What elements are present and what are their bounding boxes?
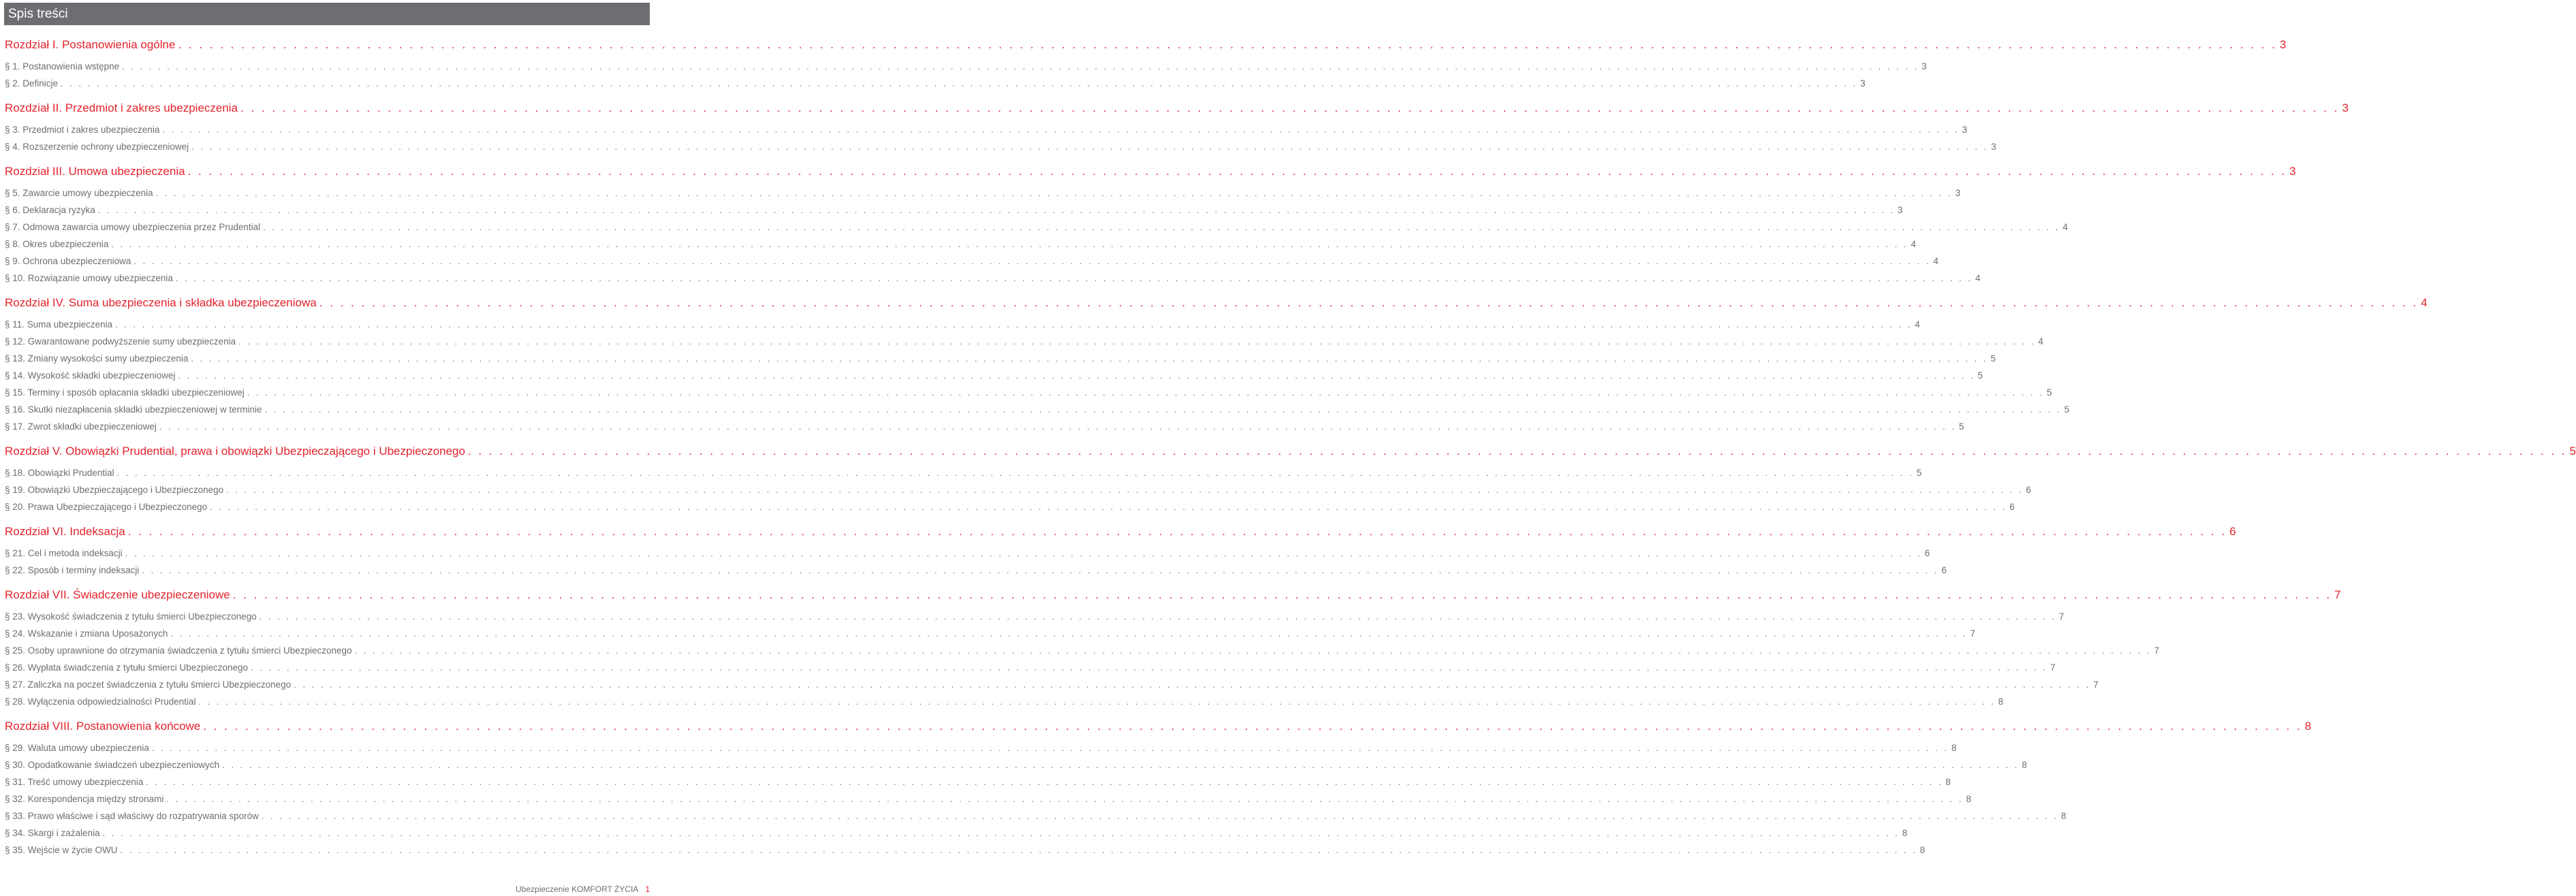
toc-section-entry[interactable] [5,256,1939,266]
toc-section-entry[interactable] [5,188,1961,198]
dot-leader: . . . . . . . . . . . . . . . . . . . . . . . . . . . . . . . . . . . . . . . . . . . . . . . . . . . . . . . . . . . . . . . . . . . . . . . . . . . . . . . . . . . . . . . . . . . . . . . . . . . . . . . . . . . . . . . . . . . . . . . . . . . . . . . . . . . . . . . . . . . . . . . . . . . . . . . . . . . . . . . . . . . . . . . . . . . . . . . . . . . . . . . . . . . . . . . . . . . . . . . . [122,61,1919,71]
toc-entry-page: 6 [2009,502,2015,512]
toc-entry-label: § 18. Obowiązki Prudential [5,468,114,478]
toc-entry-page: 5 [2064,404,2070,415]
toc-section-entry[interactable] [5,78,1866,89]
toc-entry-page: 5 [1959,421,1964,432]
toc-entry-label: Rozdział V. Obowiązki Prudential, prawa i obowiązki Ubezpieczającego i Ubezpieczonego [5,445,465,458]
toc-entry-page: 6 [1924,548,1930,558]
toc-entry-label: Rozdział I. Postanowienia ogólne [5,38,176,51]
toc-section-entry[interactable] [5,828,1908,838]
dot-leader: . . . . . . . . . . . . . . . . . . . . . . . . . . . . . . . . . . . . . . . . . . . . . . . . . . . . . . . . . . . . . . . . . . . . . . . . . . . . . . . . . . . . . . . . . . . . . . . . . . . . . . . . . . . . . . . . . . . . . . . . . . . . . . . . . . . . . . . . . . . . . . . . . . . . . . . . . . . . . . . . . . . . . . . . . . . . . . . . . . . . . . . . . . . . . . . . . . . . . . . . [187,165,2287,178]
toc-entry-label: Rozdział VIII. Postanowienia końcowe [5,720,201,733]
toc-entry-label: § 23. Wysokość świadczenia z tytułu śmierci Ubezpieczonego [5,611,257,622]
toc-section-entry[interactable] [5,370,1983,381]
toc-entry-page: 5 [2046,387,2052,398]
page-footer [516,884,650,894]
toc-entry-page: 8 [1919,845,1926,855]
dot-leader: . . . . . . . . . . . . . . . . . . . . . . . . . . . . . . . . . . . . . . . . . . . . . . . . . . . . . . . . . . . . . . . . . . . . . . . . . . . . . . . . . . . . . . . . . . . . . . . . . . . . . . . . . . . . . . . . . . . . . . . . . . . . . . . . . . . . . . . . . . . . . . . . . . . . . . . . . . . . . . . . . . . . . . . . . . . . . . . . . . . . . . . . . . . . . . . . . . . . . . . . [263,222,2060,232]
toc-section-entry[interactable] [5,662,2056,673]
toc-section-entry[interactable] [5,845,1926,855]
toc-chapter-entry[interactable] [5,588,2341,602]
toc-entry-label: § 14. Wysokość składki ubezpieczeniowej [5,370,176,381]
toc-chapter-entry[interactable] [5,720,2312,733]
toc-entry-page: 8 [1998,697,2004,707]
toc-entry-label: Rozdział VII. Świadczenie ubezpieczeniowe [5,588,230,601]
toc-section-entry[interactable] [5,61,1927,71]
dot-leader: . . . . . . . . . . . . . . . . . . . . . . . . . . . . . . . . . . . . . . . . . . . . . . . . . . . . . . . . . . . . . . . . . . . . . . . . . . . . . . . . . . . . . . . . . . . . . . . . . . . . . . . . . . . . . . . . . . . . . . . . . . . . . . . . . . . . . . . . . . . . . . . . . . . . . . . . . . . . . . . . . . . . . . . . . . . . . . . . . . . . . . . . . . . . . . . . . . . . . . . . [198,697,1996,707]
dot-leader: . . . . . . . . . . . . . . . . . . . . . . . . . . . . . . . . . . . . . . . . . . . . . . . . . . . . . . . . . . . . . . . . . . . . . . . . . . . . . . . . . . . . . . . . . . . . . . . . . . . . . . . . . . . . . . . . . . . . . . . . . . . . . . . . . . . . . . . . . . . . . . . . . . . . . . . . . . . . . . . . . . . . . . . . . . . . . . . . . . . . . . . . . . . . . . . . . . . . . . . . [251,662,2048,673]
toc-entry-page: 6 [2229,525,2236,538]
toc-entry-label: § 1. Postanowienia wstępne [5,61,120,71]
toc-entry-page: 5 [2569,445,2576,458]
dot-leader: . . . . . . . . . . . . . . . . . . . . . . . . . . . . . . . . . . . . . . . . . . . . . . . . . . . . . . . . . . . . . . . . . . . . . . . . . . . . . . . . . . . . . . . . . . . . . . . . . . . . . . . . . . . . . . . . . . . . . . . . . . . . . . . . . . . . . . . . . . . . . . . . . . . . . . . . . . . . . . . . . . . . . . . . . . . . . . . . . . . . . . . . . . . . . . . . . . . . . . . . [222,760,2020,770]
toc-entry-page: 3 [1955,188,1961,198]
dot-leader: . . . . . . . . . . . . . . . . . . . . . . . . . . . . . . . . . . . . . . . . . . . . . . . . . . . . . . . . . . . . . . . . . . . . . . . . . . . . . . . . . . . . . . . . . . . . . . . . . . . . . . . . . . . . . . . . . . . . . . . . . . . . . . . . . . . . . . . . . . . . . . . . . . . . . . . . . . . . . . . . . . . . . . . . . . . . . . . . . . . . . . . . . . . . . . . . . . . . . . . . [111,239,1909,249]
toc-entry-page: 8 [1902,828,1908,838]
toc-entry-page: 4 [1975,273,1981,283]
dot-leader: . . . . . . . . . . . . . . . . . . . . . . . . . . . . . . . . . . . . . . . . . . . . . . . . . . . . . . . . . . . . . . . . . . . . . . . . . . . . . . . . . . . . . . . . . . . . . . . . . . . . . . . . . . . . . . . . . . . . . . . . . . . . . . . . . . . . . . . . . . . . . . . . . . . . . . . . . . . . . . . . . . . . . . . . . . . . . . . . . . . . . . . . . . . . . . . . . . . . . . . . [178,370,1975,381]
toc-section-entry[interactable] [5,125,1968,135]
toc-entry-page: 4 [1911,239,1916,249]
footer-title: Ubezpieczenie KOMFORT ŻYCIA [516,884,639,894]
toc-section-entry[interactable] [5,319,1920,330]
toc-entry-label: § 33. Prawo właściwe i sąd właściwy do rozpatrywania sporów [5,811,259,821]
toc-section-entry[interactable] [5,679,2099,690]
toc-entry-label: § 15. Terminy i sposób opłacania składki ubezpieczeniowej [5,387,245,398]
dot-leader: . . . . . . . . . . . . . . . . . . . . . . . . . . . . . . . . . . . . . . . . . . . . . . . . . . . . . . . . . . . . . . . . . . . . . . . . . . . . . . . . . . . . . . . . . . . . . . . . . . . . . . . . . . . . . . . . . . . . . . . . . . . . . . . . . . . . . . . . . . . . . . . . . . . . . . . . . . . . . . . . . . . . . . . . . . . . . . . . . . . . . . . . . . . . . . . . . . . . . . . . [319,296,2419,309]
toc-entry-page: 5 [1916,468,1922,478]
toc-section-entry[interactable] [5,142,1996,152]
toc-entry-label: Rozdział II. Przedmiot i zakres ubezpieczenia [5,101,238,114]
toc-entry-label: Rozdział III. Umowa ubezpieczenia [5,165,185,178]
toc-entry-label: § 13. Zmiany wysokości sumy ubezpieczenia [5,353,189,364]
dot-leader: . . . . . . . . . . . . . . . . . . . . . . . . . . . . . . . . . . . . . . . . . . . . . . . . . . . . . . . . . . . . . . . . . . . . . . . . . . . . . . . . . . . . . . . . . . . . . . . . . . . . . . . . . . . . . . . . . . . . . . . . . . . . . . . . . . . . . . . . . . . . . . . . . . . . . . . . . . . . . . . . . . . . . . . . . . . . . . . . . . . . . . . . . . . . . . . . . . . . . . . . [264,404,2062,415]
toc-entry-label: § 24. Wskazanie i zmiana Uposażonych [5,628,168,639]
dot-leader: . . . . . . . . . . . . . . . . . . . . . . . . . . . . . . . . . . . . . . . . . . . . . . . . . . . . . . . . . . . . . . . . . . . . . . . . . . . . . . . . . . . . . . . . . . . . . . . . . . . . . . . . . . . . . . . . . . . . . . . . . . . . . . . . . . . . . . . . . . . . . . . . . . . . . . . . . . . . . . . . . . . . . . . . . . . . . . . . . . . . . . . . . . . . . . . . . . . . . . . . [261,811,2059,821]
toc-entry-page: 7 [2058,611,2064,622]
toc-section-entry[interactable] [5,205,1903,215]
toc-entry-page: 4 [1915,319,1920,330]
dot-leader: . . . . . . . . . . . . . . . . . . . . . . . . . . . . . . . . . . . . . . . . . . . . . . . . . . . . . . . . . . . . . . . . . . . . . . . . . . . . . . . . . . . . . . . . . . . . . . . . . . . . . . . . . . . . . . . . . . . . . . . . . . . . . . . . . . . . . . . . . . . . . . . . . . . . . . . . . . . . . . . . . . . . . . . . . . . . . . . . . . . . . . . . . . . . . . . . . . . . . . . . [116,468,1914,478]
toc-entry-label: § 8. Okres ubezpieczenia [5,239,109,249]
toc-entry-page: 7 [2154,645,2160,656]
toc-entry-label: § 25. Osoby uprawnione do otrzymania świadczenia z tytułu śmierci Ubezpieczonego [5,645,352,656]
toc-section-entry[interactable] [5,468,1922,478]
toc-entry-label: § 19. Obowiązki Ubezpieczającego i Ubezpieczonego [5,485,224,495]
toc-entry-label: § 35. Wejście w życie OWU [5,845,118,855]
toc-entry-label: § 34. Skargi i zażalenia [5,828,100,838]
toc-entry-page: 3 [2289,165,2296,178]
toc-entry-label: § 12. Gwarantowane podwyższenie sumy ubezpieczenia [5,336,236,347]
toc-entry-page: 8 [1945,777,1951,787]
toc-chapter-entry[interactable] [5,525,2236,539]
dot-leader: . . . . . . . . . . . . . . . . . . . . . . . . . . . . . . . . . . . . . . . . . . . . . . . . . . . . . . . . . . . . . . . . . . . . . . . . . . . . . . . . . . . . . . . . . . . . . . . . . . . . . . . . . . . . . . . . . . . . . . . . . . . . . . . . . . . . . . . . . . . . . . . . . . . . . . . . . . . . . . . . . . . . . . . . . . . . . . . . . . . . . . . . . . . . . . . . . . . . . . . . [232,588,2332,601]
dot-leader: . . . . . . . . . . . . . . . . . . . . . . . . . . . . . . . . . . . . . . . . . . . . . . . . . . . . . . . . . . . . . . . . . . . . . . . . . . . . . . . . . . . . . . . . . . . . . . . . . . . . . . . . . . . . . . . . . . . . . . . . . . . . . . . . . . . . . . . . . . . . . . . . . . . . . . . . . . . . . . . . . . . . . . . . . . . . . . . . . . . . . . . . . . . . . . . . . . . . . . . . [259,611,2056,622]
toc-section-entry[interactable] [5,697,2004,707]
toc-entry-page: 7 [2050,662,2056,673]
toc-entry-label: § 29. Waluta umowy ubezpieczenia [5,743,149,753]
toc-section-entry[interactable] [5,743,1957,753]
dot-leader: . . . . . . . . . . . . . . . . . . . . . . . . . . . . . . . . . . . . . . . . . . . . . . . . . . . . . . . . . . . . . . . . . . . . . . . . . . . . . . . . . . . . . . . . . . . . . . . . . . . . . . . . . . . . . . . . . . . . . . . . . . . . . . . . . . . . . . . . . . . . . . . . . . . . . . . . . . . . . . . . . . . . . . . . . . . . . . . . . . . . . . . . . . . . . . . . . . . . . . . . [159,421,1956,432]
toc-entry-label: § 7. Odmowa zawarcia umowy ubezpieczenia przez Prudential [5,222,261,232]
toc-section-entry[interactable] [5,387,2052,398]
dot-leader: . . . . . . . . . . . . . . . . . . . . . . . . . . . . . . . . . . . . . . . . . . . . . . . . . . . . . . . . . . . . . . . . . . . . . . . . . . . . . . . . . . . . . . . . . . . . . . . . . . . . . . . . . . . . . . . . . . . . . . . . . . . . . . . . . . . . . . . . . . . . . . . . . . . . . . . . . . . . . . . . . . . . . . . . . . . . . . . . . . . . . . . . . . . . . . . . . . . . . . . . [115,319,1913,330]
toc-section-entry[interactable] [5,336,2043,347]
toc-entry-page: 4 [2062,222,2068,232]
toc-entry-label: § 28. Wyłączenia odpowiedzialności Prudential [5,697,196,707]
toc-entry-label: Rozdział VI. Indeksacja [5,525,125,538]
toc-entry-page: 8 [1966,794,1972,804]
dot-leader: . . . . . . . . . . . . . . . . . . . . . . . . . . . . . . . . . . . . . . . . . . . . . . . . . . . . . . . . . . . . . . . . . . . . . . . . . . . . . . . . . . . . . . . . . . . . . . . . . . . . . . . . . . . . . . . . . . . . . . . . . . . . . . . . . . . . . . . . . . . . . . . . . . . . . . . . . . . . . . . . . . . . . . . . . . . . . . . . . . . . . . . . . . . . . . . . . . . . . . . . [238,336,2036,347]
toc-entry-page: 8 [2061,811,2067,821]
toc-entry-label: § 27. Zaliczka na poczet świadczenia z tytułu śmierci Ubezpieczonego [5,679,292,690]
toc-section-entry[interactable] [5,239,1916,249]
toc-chapter-entry[interactable] [5,445,2576,458]
toc-entry-page: 4 [1933,256,1939,266]
toc-section-entry[interactable] [5,811,2067,821]
dot-leader: . . . . . . . . . . . . . . . . . . . . . . . . . . . . . . . . . . . . . . . . . . . . . . . . . . . . . . . . . . . . . . . . . . . . . . . . . . . . . . . . . . . . . . . . . . . . . . . . . . . . . . . . . . . . . . . . . . . . . . . . . . . . . . . . . . . . . . . . . . . . . . . . . . . . . . . . . . . . . . . . . . . . . . . . . . . . . . . . . . . . . . . . . . . . . . . . . . . . . . . . [191,353,1988,364]
toc-section-entry[interactable] [5,611,2064,622]
dot-leader: . . . . . . . . . . . . . . . . . . . . . . . . . . . . . . . . . . . . . . . . . . . . . . . . . . . . . . . . . . . . . . . . . . . . . . . . . . . . . . . . . . . . . . . . . . . . . . . . . . . . . . . . . . . . . . . . . . . . . . . . . . . . . . . . . . . . . . . . . . . . . . . . . . . . . . . . . . . . . . . . . . . . . . . . . . . . . . . . . . . . . . . . . . . . . . . . . . . . . . . . [127,525,2227,538]
dot-leader: . . . . . . . . . . . . . . . . . . . . . . . . . . . . . . . . . . . . . . . . . . . . . . . . . . . . . . . . . . . . . . . . . . . . . . . . . . . . . . . . . . . . . . . . . . . . . . . . . . . . . . . . . . . . . . . . . . . . . . . . . . . . . . . . . . . . . . . . . . . . . . . . . . . . . . . . . . . . . . . . . . . . . . . . . . . . . . . . . . . . . . . . . . . . . . . . . . . . . . . . [151,743,1949,753]
toc-entry-label: § 31. Treść umowy ubezpieczenia [5,777,144,787]
dot-leader: . . . . . . . . . . . . . . . . . . . . . . . . . . . . . . . . . . . . . . . . . . . . . . . . . . . . . . . . . . . . . . . . . . . . . . . . . . . . . . . . . . . . . . . . . . . . . . . . . . . . . . . . . . . . . . . . . . . . . . . . . . . . . . . . . . . . . . . . . . . . . . . . . . . . . . . . . . . . . . . . . . . . . . . . . . . . . . . . . . . . . . . . . . . . . . . . . . . . . . . . [294,679,2091,690]
dot-leader: . . . . . . . . . . . . . . . . . . . . . . . . . . . . . . . . . . . . . . . . . . . . . . . . . . . . . . . . . . . . . . . . . . . . . . . . . . . . . . . . . . . . . . . . . . . . . . . . . . . . . . . . . . . . . . . . . . . . . . . . . . . . . . . . . . . . . . . . . . . . . . . . . . . . . . . . . . . . . . . . . . . . . . . . . . . . . . . . . . . . . . . . . . . . . . . . . . . . . . . . [162,125,1960,135]
toc-chapter-entry[interactable] [5,165,2296,178]
toc-entry-label: § 11. Suma ubezpieczenia [5,319,113,330]
toc-entry-label: § 30. Opodatkowanie świadczeń ubezpieczeniowych [5,760,220,770]
toc-entry-label: § 26. Wypłata świadczenia z tytułu śmierci Ubezpieczonego [5,662,249,673]
toc-section-entry[interactable] [5,760,2027,770]
toc-section-entry[interactable] [5,565,1947,575]
dot-leader: . . . . . . . . . . . . . . . . . . . . . . . . . . . . . . . . . . . . . . . . . . . . . . . . . . . . . . . . . . . . . . . . . . . . . . . . . . . . . . . . . . . . . . . . . . . . . . . . . . . . . . . . . . . . . . . . . . . . . . . . . . . . . . . . . . . . . . . . . . . . . . . . . . . . . . . . . . . . . . . . . . . . . . . . . . . . . . . . . . . . . . . . . . . . . . . . . . . . . . . . [178,38,2277,51]
toc-entry-page: 8 [2022,760,2027,770]
dot-leader: . . . . . . . . . . . . . . . . . . . . . . . . . . . . . . . . . . . . . . . . . . . . . . . . . . . . . . . . . . . . . . . . . . . . . . . . . . . . . . . . . . . . . . . . . . . . . . . . . . . . . . . . . . . . . . . . . . . . . . . . . . . . . . . . . . . . . . . . . . . . . . . . . . . . . . . . . . . . . . . . . . . . . . . . . . . . . . . . . . . . . . . . . . . . . . . . . . . . . . . . [146,777,1943,787]
toc-entry-page: 8 [2304,720,2312,733]
toc-chapter-entry[interactable] [5,101,2349,115]
toc-entry-page: 7 [1970,628,1976,639]
toc-entry-page: 3 [1921,61,1927,71]
dot-leader: . . . . . . . . . . . . . . . . . . . . . . . . . . . . . . . . . . . . . . . . . . . . . . . . . . . . . . . . . . . . . . . . . . . . . . . . . . . . . . . . . . . . . . . . . . . . . . . . . . . . . . . . . . . . . . . . . . . . . . . . . . . . . . . . . . . . . . . . . . . . . . . . . . . . . . . . . . . . . . . . . . . . . . . . . . . . . . . . . . . . . . . . . . . . . . . . . . . . . . . . [61,78,1858,89]
toc-section-entry[interactable] [5,273,1981,283]
toc-chapter-entry[interactable] [5,38,2287,52]
toc-section-entry[interactable] [5,645,2160,656]
toc-entry-label: § 3. Przedmiot i zakres ubezpieczenia [5,125,160,135]
toc-entry-page: 7 [2334,588,2341,601]
dot-leader: . . . . . . . . . . . . . . . . . . . . . . . . . . . . . . . . . . . . . . . . . . . . . . . . . . . . . . . . . . . . . . . . . . . . . . . . . . . . . . . . . . . . . . . . . . . . . . . . . . . . . . . . . . . . . . . . . . . . . . . . . . . . . . . . . . . . . . . . . . . . . . . . . . . . . . . . . . . . . . . . . . . . . . . . . . . . . . . . . . . . . . . . . . . . . . . . . . . . . . . . [166,794,1964,804]
dot-leader: . . . . . . . . . . . . . . . . . . . . . . . . . . . . . . . . . . . . . . . . . . . . . . . . . . . . . . . . . . . . . . . . . . . . . . . . . . . . . . . . . . . . . . . . . . . . . . . . . . . . . . . . . . . . . . . . . . . . . . . . . . . . . . . . . . . . . . . . . . . . . . . . . . . . . . . . . . . . . . . . . . . . . . . . . . . . . . . . . . . . . . . . . . . . . . . . . . . . . . . . [247,387,2044,398]
toc-section-entry[interactable] [5,502,2015,512]
dot-leader: . . . . . . . . . . . . . . . . . . . . . . . . . . . . . . . . . . . . . . . . . . . . . . . . . . . . . . . . . . . . . . . . . . . . . . . . . . . . . . . . . . . . . . . . . . . . . . . . . . . . . . . . . . . . . . . . . . . . . . . . . . . . . . . . . . . . . . . . . . . . . . . . . . . . . . . . . . . . . . . . . . . . . . . . . . . . . . . . . . . . . . . . . . . . . . . . . . . . . . . . [175,273,1973,283]
toc-section-entry[interactable] [5,485,2031,495]
toc-entry-label: § 20. Prawa Ubezpieczającego i Ubezpieczonego [5,502,208,512]
toc-section-entry[interactable] [5,777,1951,787]
dot-leader: . . . . . . . . . . . . . . . . . . . . . . . . . . . . . . . . . . . . . . . . . . . . . . . . . . . . . . . . . . . . . . . . . . . . . . . . . . . . . . . . . . . . . . . . . . . . . . . . . . . . . . . . . . . . . . . . . . . . . . . . . . . . . . . . . . . . . . . . . . . . . . . . . . . . . . . . . . . . . . . . . . . . . . . . . . . . . . . . . . . . . . . . . . . . . . . . . . . . . . . . [97,205,1895,215]
dot-leader: . . . . . . . . . . . . . . . . . . . . . . . . . . . . . . . . . . . . . . . . . . . . . . . . . . . . . . . . . . . . . . . . . . . . . . . . . . . . . . . . . . . . . . . . . . . . . . . . . . . . . . . . . . . . . . . . . . . . . . . . . . . . . . . . . . . . . . . . . . . . . . . . . . . . . . . . . . . . . . . . . . . . . . . . . . . . . . . . . . . . . . . . . . . . . . . . . . . . . . . . [240,101,2340,114]
toc-entry-label: § 22. Sposób i terminy indeksacji [5,565,140,575]
toc-section-entry[interactable] [5,222,2068,232]
toc-entry-page: 3 [2279,38,2287,51]
toc-chapter-entry[interactable] [5,296,2428,310]
dot-leader: . . . . . . . . . . . . . . . . . . . . . . . . . . . . . . . . . . . . . . . . . . . . . . . . . . . . . . . . . . . . . . . . . . . . . . . . . . . . . . . . . . . . . . . . . . . . . . . . . . . . . . . . . . . . . . . . . . . . . . . . . . . . . . . . . . . . . . . . . . . . . . . . . . . . . . . . . . . . . . . . . . . . . . . . . . . . . . . . . . . . . . . . . . . . . . . . . . . . . . . . [354,645,2152,656]
toc-entry-page: 3 [1991,142,1996,152]
dot-leader: . . . . . . . . . . . . . . . . . . . . . . . . . . . . . . . . . . . . . . . . . . . . . . . . . . . . . . . . . . . . . . . . . . . . . . . . . . . . . . . . . . . . . . . . . . . . . . . . . . . . . . . . . . . . . . . . . . . . . . . . . . . . . . . . . . . . . . . . . . . . . . . . . . . . . . . . . . . . . . . . . . . . . . . . . . . . . . . . . . . . . . . . . . . . . . . . . . . . . . . . [155,188,1953,198]
dot-leader: . . . . . . . . . . . . . . . . . . . . . . . . . . . . . . . . . . . . . . . . . . . . . . . . . . . . . . . . . . . . . . . . . . . . . . . . . . . . . . . . . . . . . . . . . . . . . . . . . . . . . . . . . . . . . . . . . . . . . . . . . . . . . . . . . . . . . . . . . . . . . . . . . . . . . . . . . . . . . . . . . . . . . . . . . . . . . . . . . . . . . . . . . . . . . . . . . . . . . . . . [467,445,2567,458]
toc-entry-page: 3 [2342,101,2349,114]
toc-entry-page: 3 [1897,205,1903,215]
dot-leader: . . . . . . . . . . . . . . . . . . . . . . . . . . . . . . . . . . . . . . . . . . . . . . . . . . . . . . . . . . . . . . . . . . . . . . . . . . . . . . . . . . . . . . . . . . . . . . . . . . . . . . . . . . . . . . . . . . . . . . . . . . . . . . . . . . . . . . . . . . . . . . . . . . . . . . . . . . . . . . . . . . . . . . . . . . . . . . . . . . . . . . . . . . . . . . . . . . . . . . . . [133,256,1931,266]
toc-entry-label: § 10. Rozwiązanie umowy ubezpieczenia [5,273,173,283]
toc-section-entry[interactable] [5,548,1930,558]
toc-section-entry[interactable] [5,421,1964,432]
dot-leader: . . . . . . . . . . . . . . . . . . . . . . . . . . . . . . . . . . . . . . . . . . . . . . . . . . . . . . . . . . . . . . . . . . . . . . . . . . . . . . . . . . . . . . . . . . . . . . . . . . . . . . . . . . . . . . . . . . . . . . . . . . . . . . . . . . . . . . . . . . . . . . . . . . . . . . . . . . . . . . . . . . . . . . . . . . . . . . . . . . . . . . . . . . . . . . . . . . . . . . . . [120,845,1917,855]
toc-entry-label: § 17. Zwrot składki ubezpieczeniowej [5,421,157,432]
toc-entry-label: § 9. Ochrona ubezpieczeniowa [5,256,131,266]
toc-entry-page: 5 [1990,353,1996,364]
toc-section-entry[interactable] [5,404,2070,415]
dot-leader: . . . . . . . . . . . . . . . . . . . . . . . . . . . . . . . . . . . . . . . . . . . . . . . . . . . . . . . . . . . . . . . . . . . . . . . . . . . . . . . . . . . . . . . . . . . . . . . . . . . . . . . . . . . . . . . . . . . . . . . . . . . . . . . . . . . . . . . . . . . . . . . . . . . . . . . . . . . . . . . . . . . . . . . . . . . . . . . . . . . . . . . . . . . . . . . . . . . . . . . . [191,142,1989,152]
toc-entry-page: 4 [2421,296,2428,309]
dot-leader: . . . . . . . . . . . . . . . . . . . . . . . . . . . . . . . . . . . . . . . . . . . . . . . . . . . . . . . . . . . . . . . . . . . . . . . . . . . . . . . . . . . . . . . . . . . . . . . . . . . . . . . . . . . . . . . . . . . . . . . . . . . . . . . . . . . . . . . . . . . . . . . . . . . . . . . . . . . . . . . . . . . . . . . . . . . . . . . . . . . . . . . . . . . . . . . . . . . . . . . . [226,485,2024,495]
toc-entry-label: § 6. Deklaracja ryzyka [5,205,95,215]
toc-section-entry[interactable] [5,353,1996,364]
toc-section-entry[interactable] [5,794,1972,804]
page-title: Spis treści [4,3,650,25]
toc-entry-page: 5 [1977,370,1983,381]
toc-entry-page: 3 [1860,78,1866,89]
toc-section-entry[interactable] [5,628,1976,639]
toc-entry-label: § 32. Korespondencja między stronami [5,794,164,804]
dot-leader: . . . . . . . . . . . . . . . . . . . . . . . . . . . . . . . . . . . . . . . . . . . . . . . . . . . . . . . . . . . . . . . . . . . . . . . . . . . . . . . . . . . . . . . . . . . . . . . . . . . . . . . . . . . . . . . . . . . . . . . . . . . . . . . . . . . . . . . . . . . . . . . . . . . . . . . . . . . . . . . . . . . . . . . . . . . . . . . . . . . . . . . . . . . . . . . . . . . . . . . . [102,828,1900,838]
page-number: 1 [645,884,650,894]
toc-entry-page: 6 [1941,565,1947,575]
dot-leader: . . . . . . . . . . . . . . . . . . . . . . . . . . . . . . . . . . . . . . . . . . . . . . . . . . . . . . . . . . . . . . . . . . . . . . . . . . . . . . . . . . . . . . . . . . . . . . . . . . . . . . . . . . . . . . . . . . . . . . . . . . . . . . . . . . . . . . . . . . . . . . . . . . . . . . . . . . . . . . . . . . . . . . . . . . . . . . . . . . . . . . . . . . . . . . . . . . . . . . . . [142,565,1939,575]
dot-leader: . . . . . . . . . . . . . . . . . . . . . . . . . . . . . . . . . . . . . . . . . . . . . . . . . . . . . . . . . . . . . . . . . . . . . . . . . . . . . . . . . . . . . . . . . . . . . . . . . . . . . . . . . . . . . . . . . . . . . . . . . . . . . . . . . . . . . . . . . . . . . . . . . . . . . . . . . . . . . . . . . . . . . . . . . . . . . . . . . . . . . . . . . . . . . . . . . . . . . . . . [170,628,1968,639]
toc-entry-label: § 5. Zawarcie umowy ubezpieczenia [5,188,153,198]
toc-entry-label: § 16. Skutki niezapłacenia składki ubezpieczeniowej w terminie [5,404,262,415]
toc-entry-page: 3 [1962,125,1968,135]
dot-leader: . . . . . . . . . . . . . . . . . . . . . . . . . . . . . . . . . . . . . . . . . . . . . . . . . . . . . . . . . . . . . . . . . . . . . . . . . . . . . . . . . . . . . . . . . . . . . . . . . . . . . . . . . . . . . . . . . . . . . . . . . . . . . . . . . . . . . . . . . . . . . . . . . . . . . . . . . . . . . . . . . . . . . . . . . . . . . . . . . . . . . . . . . . . . . . . . . . . . . . . . [125,548,1922,558]
toc-entry-label: § 21. Cel i metoda indeksacji [5,548,123,558]
toc-entry-page: 6 [2026,485,2031,495]
toc-entry-label: § 4. Rozszerzenie ochrony ubezpieczeniowej [5,142,189,152]
dot-leader: . . . . . . . . . . . . . . . . . . . . . . . . . . . . . . . . . . . . . . . . . . . . . . . . . . . . . . . . . . . . . . . . . . . . . . . . . . . . . . . . . . . . . . . . . . . . . . . . . . . . . . . . . . . . . . . . . . . . . . . . . . . . . . . . . . . . . . . . . . . . . . . . . . . . . . . . . . . . . . . . . . . . . . . . . . . . . . . . . . . . . . . . . . . . . . . . . . . . . . . . [203,720,2302,733]
toc-entry-label: § 2. Definicje [5,78,59,89]
dot-leader: . . . . . . . . . . . . . . . . . . . . . . . . . . . . . . . . . . . . . . . . . . . . . . . . . . . . . . . . . . . . . . . . . . . . . . . . . . . . . . . . . . . . . . . . . . . . . . . . . . . . . . . . . . . . . . . . . . . . . . . . . . . . . . . . . . . . . . . . . . . . . . . . . . . . . . . . . . . . . . . . . . . . . . . . . . . . . . . . . . . . . . . . . . . . . . . . . . . . . . . . [210,502,2007,512]
toc-entry-label: Rozdział IV. Suma ubezpieczenia i składka ubezpieczeniowa [5,296,317,309]
toc-entry-page: 4 [2038,336,2043,347]
toc-entry-page: 7 [2093,679,2099,690]
toc-entry-page: 8 [1951,743,1957,753]
